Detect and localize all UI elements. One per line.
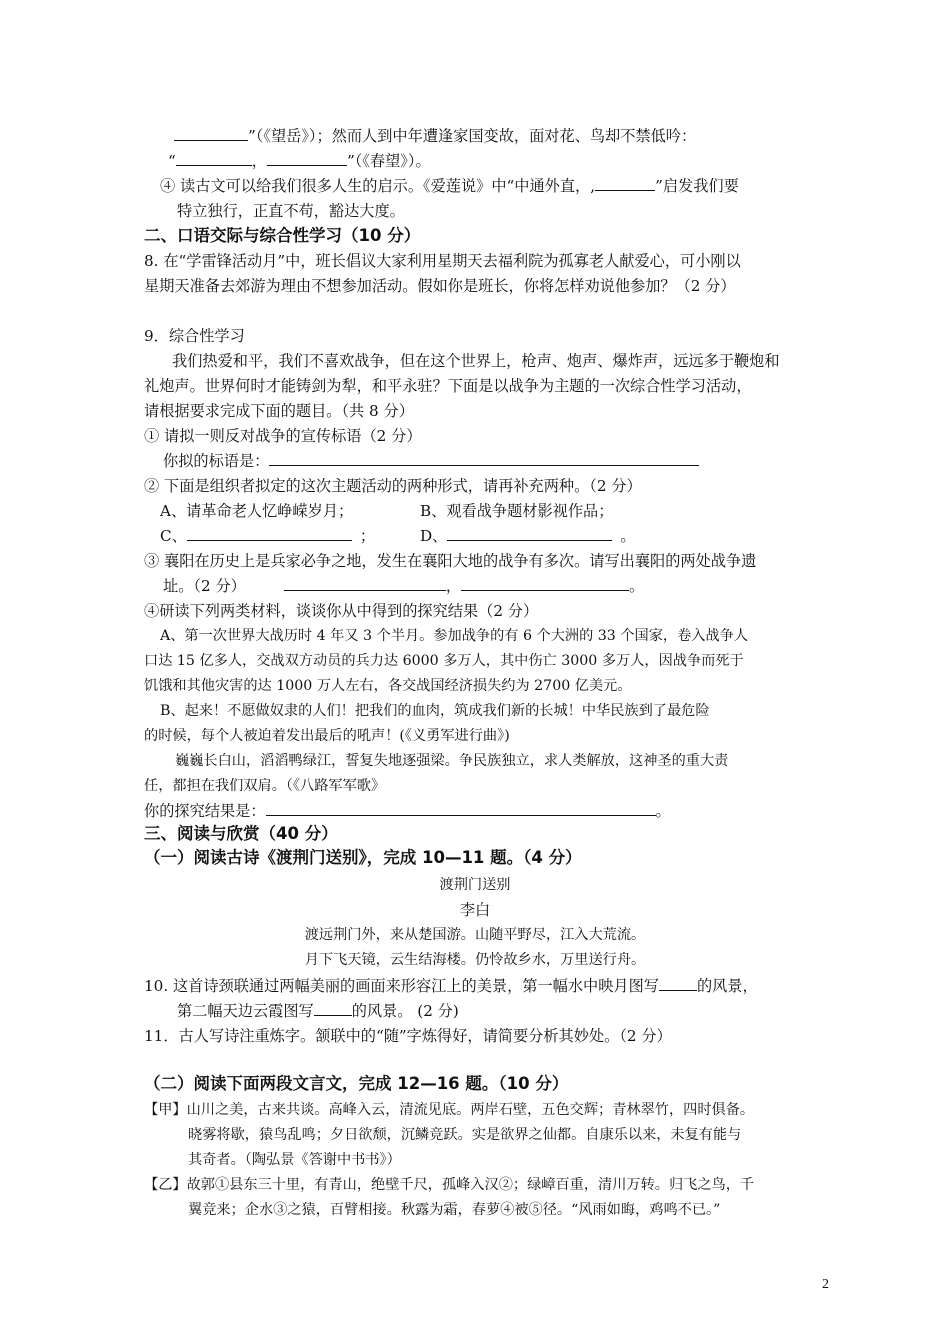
result-line: 你的探究结果是： 。 (144, 799, 671, 823)
q8-line-1: 8. 在“学雷锋活动月”中，班长倡议大家利用星期天去福利院为孤寡老人献爱心，可小刚以 (144, 252, 741, 270)
line-1: ”（《望岳》）；然而人到中年遭逢家国变故，面对花、鸟却不禁低吟： (174, 124, 696, 148)
line-3: ④ 读古文可以给我们很多人生的启示。《爱莲说》中“中通外直，, ”启发我们要 (160, 174, 739, 198)
text-yi-1: 【乙】故郭①县东三十里，有青山，绝壁千尺，孤峰入汉②；绿嶂百重，清川万转。归飞之鸟，千 (144, 1177, 755, 1193)
material-b-4: 任，都担在我们双肩。（《八路军军歌》 (144, 778, 386, 794)
option-b: B、观看战争题材影视作品； (420, 502, 614, 520)
q9-para-1: 我们热爱和平，我们不喜欢战争，但在这个世界上，枪声、炮声、爆炸声，远远多于鞭炮和 (172, 352, 780, 370)
blank-option-d[interactable] (447, 524, 612, 541)
q10-line-2: 第二幅天边云霞图写 的风景。 (2 分) (177, 999, 459, 1023)
q8-line-2: 星期天准备去郊游为理由不想参加活动。假如你是班长，你将怎样劝说他参加？（2 分） (144, 277, 736, 295)
poem-title: 渡荆门送别 (439, 877, 511, 893)
blank-chunwang-1[interactable] (176, 149, 252, 166)
q9-para-3: 请根据要求完成下面的题目。（共 8 分） (144, 402, 414, 420)
poem-line-2: 月下飞天镜，云生结海楼。仍怜故乡水，万里送行舟。 (304, 952, 646, 968)
option-a: A、请革命老人忆峥嵘岁月； (160, 502, 354, 520)
sub-q1: ① 请拟一则反对战争的宣传标语（2 分） (144, 427, 422, 445)
material-b-2: 的时候，每个人被迫着发出最后的吼声！(《义勇军进行曲》) (144, 728, 510, 744)
option-c: C、 ； (160, 524, 375, 548)
blank-q10-2[interactable] (314, 999, 352, 1016)
material-a-3: 饥饿和其他灾害的达 1000 万人左右，各交战国经济损失约为 2700 亿美元。 (144, 678, 632, 694)
slogan-blank[interactable] (269, 449, 699, 466)
poem-author: 李白 (459, 901, 491, 919)
line-2: “ ， ”（《春望》）。 (168, 149, 431, 173)
blank-q10-1[interactable] (659, 974, 697, 991)
material-a-2: 口达 15 亿多人，交战双方动员的兵力达 6000 多万人，其中伤亡 3000 多万人，因战争而死于 (144, 653, 744, 669)
sub-q4: ④研读下列两类材料，谈谈你从中得到的探究结果（2 分） (144, 602, 539, 620)
line-4: 特立独行，正直不苟，豁达大度。 (177, 202, 405, 220)
material-b-1: B、起来！不愿做奴隶的人们！把我们的血肉，筑成我们新的长城！中华民族到了最危险 (160, 703, 710, 719)
text-jia-3: 其奇者。（陶弘景《答谢中书书》） (188, 1152, 401, 1168)
blank-option-c[interactable] (187, 524, 352, 541)
text-jia-2: 晓雾将歇，猿鸟乱鸣；夕日欲颓，沉鳞竞跃。实是欲界之仙都。自康乐以来，未复有能与 (188, 1127, 742, 1143)
sub-q3-line-1: ③ 襄阳在历史上是兵家必争之地，发生在襄阳大地的战争有多次。请写出襄阳的两处战争遗 (144, 552, 757, 570)
subsection-2-heading: （二）阅读下面两段文言文，完成 12—16 题。（10 分） (144, 1074, 569, 1093)
subsection-1-heading: （一）阅读古诗《渡荆门送别》，完成 10—11 题。（4 分） (144, 848, 582, 867)
q9-title: 9．综合性学习 (144, 327, 245, 345)
q9-para-2: 礼炮声。世界何时才能铸剑为犁，和平永驻？下面是以战争为主题的一次综合性学习活动， (144, 377, 752, 395)
material-b-3: 巍巍长白山，滔滔鸭绿江，誓复失地逐强梁。争民族独立，求人类解放，这神圣的重大责 (175, 753, 729, 769)
text-yi-2: 翼竞来；企水③之猿，百臂相接。秋露为霜，春萝④被⑤径。“风雨如晦，鸡鸣不已。” (188, 1202, 721, 1218)
poem-line-1: 渡远荆门外，来从楚国游。山随平野尽，江入大荒流。 (304, 927, 646, 943)
material-a-1: A、第一次世界大战历时 4 年又 3 个半月。参加战争的有 6 个大洲的 33 个国家，卷入战争人 (160, 628, 749, 644)
blank-site-1[interactable] (284, 574, 446, 591)
result-blank[interactable] (266, 799, 656, 816)
sub-q3-line-2: 址。（2 分） ， 。 (163, 574, 644, 598)
blank-chunwang-2[interactable] (267, 149, 347, 166)
sub-q2: ② 下面是组织者拟定的这次主题活动的两种形式，请再补充两种。（2 分） (144, 477, 642, 495)
slogan-line: 你拟的标语是： (163, 449, 699, 473)
option-d: D、 。 (420, 524, 636, 548)
q11: 11．古人写诗注重炼字。颔联中的“随”字炼得好，请简要分析其妙处。（2 分） (144, 1027, 672, 1045)
section-3-heading: 三、阅读与欣赏（40 分） (144, 824, 338, 843)
section-2-heading: 二、口语交际与综合性学习（10 分） (144, 226, 421, 245)
blank-ailianshuo[interactable] (595, 174, 655, 191)
blank-site-2[interactable] (461, 574, 629, 591)
text-jia-1: 【甲】山川之美，古来共谈。高峰入云，清流见底。两岸石壁，五色交辉；青林翠竹，四时俱备。 (144, 1102, 755, 1118)
blank-wangyue[interactable] (174, 124, 248, 141)
page-number: 2 (822, 1277, 829, 1292)
q10-line-1: 10. 这首诗颈联通过两幅美丽的画面来形容江上的美景，第一幅水中映月图写 的风景， (144, 974, 758, 998)
